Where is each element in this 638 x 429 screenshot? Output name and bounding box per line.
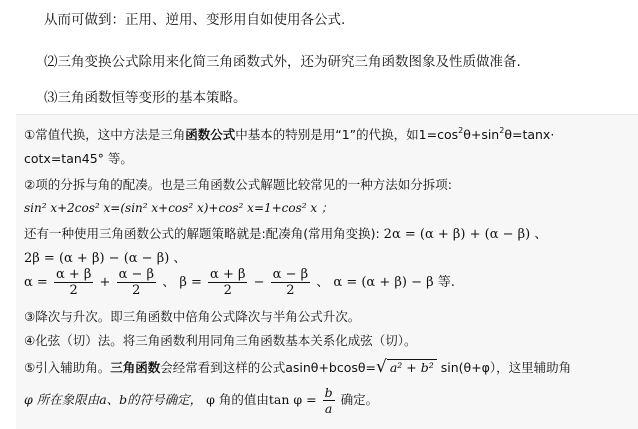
s5-text-c: sin(θ+φ），这里辅助角	[440, 360, 572, 375]
s5-bold: 三角函数	[110, 360, 161, 375]
frac-beta-minus	[271, 267, 310, 298]
sqrt-content: a² + b²	[387, 359, 437, 375]
frac-num: α − β	[272, 267, 309, 282]
strategy-1	[24, 125, 554, 143]
s5-text-a: ⑤引入辅助角。	[24, 360, 111, 375]
plus-sign: +	[99, 275, 111, 290]
sqrt-icon: √	[376, 357, 387, 377]
s2-frac-row	[24, 267, 455, 298]
frac-den: 2	[132, 283, 141, 298]
s5-line2-a: φ 所在象限由a、b的符号确定，	[24, 392, 203, 407]
strategy-5-cont	[24, 385, 378, 416]
frac-den: 2	[69, 283, 78, 298]
frac-b-over-a	[323, 385, 335, 416]
strategy-box	[16, 114, 638, 429]
frac-num: α − β	[118, 267, 155, 282]
intro-line-3: ⑶三角函数恒等变形的基本策略。	[44, 90, 247, 106]
s1-bold: 函数公式	[185, 127, 236, 142]
frac-alpha-plus	[54, 267, 93, 298]
frac-num: b	[324, 385, 333, 400]
strategy-2-line	[24, 223, 547, 242]
frac-beta-plus	[208, 267, 247, 298]
s5-line2-b: φ 角的值由tan φ =	[206, 392, 317, 407]
frac-num: α + β	[55, 267, 92, 282]
frac-alpha-minus	[117, 267, 156, 298]
frac-den: 2	[223, 283, 232, 298]
beta-lhs: β =	[179, 275, 202, 290]
strategy-4: ④化弦（切）法。将三角函数利用同角三角函数基本关系化成弦（切）。	[24, 333, 417, 348]
alpha-eq2: α = (α + β) − β 等.	[333, 275, 455, 290]
alpha-lhs: α =	[24, 275, 48, 290]
frac-den: a	[324, 401, 333, 416]
minus-sign: −	[253, 275, 265, 290]
strategy-2-eq: sin² x+2cos² x=(sin² x+cos² x)+cos² x=1+cos² x ；	[24, 201, 333, 215]
intro-section	[0, 0, 638, 120]
intro-line-1: 从而可做到：正用、逆用、变形用自如使用各公式.	[44, 12, 346, 28]
s5-line2-c: 确定。	[340, 392, 379, 407]
s5-text-b: 会经常看到这样的公式asinθ+bcosθ=	[160, 360, 377, 375]
s1-sup-1: 2	[458, 126, 464, 135]
s2-eq3: 2β = (α + β) − (α − β) 、	[24, 251, 187, 266]
s1-text-a: ①常值代换，这中方法是三角	[24, 127, 186, 142]
intro-line-2: ⑵三角变换公式除用来化简三角函数式外，还为研究三角函数图象及性质做准备.	[44, 54, 521, 70]
s1-text-c: θ+sin	[463, 127, 500, 142]
strategy-5	[24, 357, 571, 377]
separator: 、	[162, 275, 176, 290]
s1-text-d: θ=tanx·	[504, 127, 555, 142]
frac-num: α + β	[210, 267, 246, 282]
strategy-1-cont: cotx=tan45° 等。	[24, 151, 133, 166]
strategy-3: ③降次与升次。即三角函数中倍角公式降次与半角公式升次。	[24, 309, 361, 324]
s2-line-text: 还有一种使用三角函数公式的解题策略就是:配凑角(常用角变换):	[24, 226, 380, 241]
s1-text-b: 中基本的特别是用“1”的代换，如1=cos	[235, 127, 459, 142]
frac-den: 2	[286, 283, 295, 298]
strategy-2-title: ②项的分拆与角的配凑。也是三角函数公式解题比较常见的一种方法如分拆项:	[24, 177, 452, 192]
separator: 、	[316, 275, 330, 290]
s1-sup-2: 2	[499, 126, 505, 135]
s2-eq2: 2α = (α + β) + (α − β) 、	[383, 227, 548, 242]
